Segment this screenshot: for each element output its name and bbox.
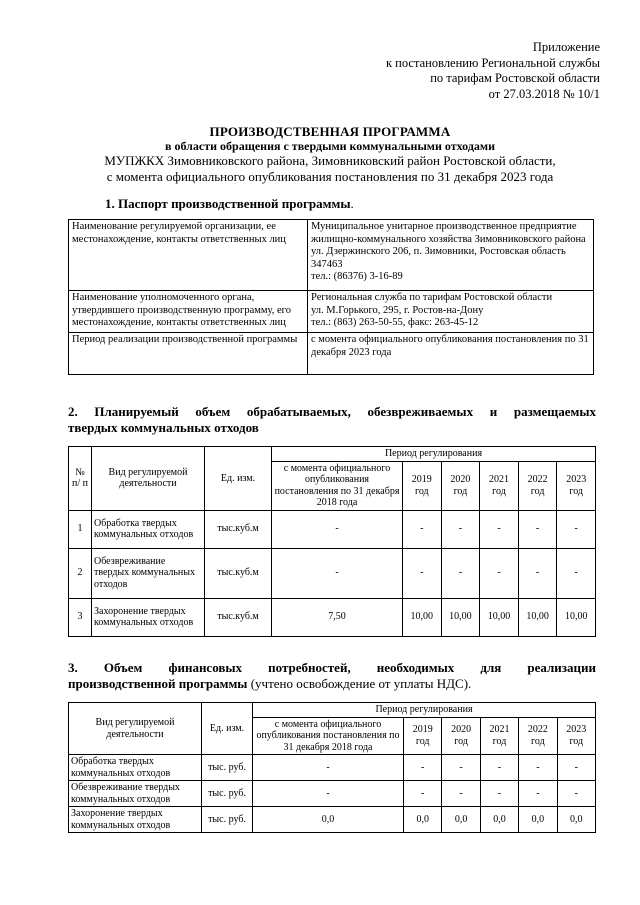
header-year: 2020 год bbox=[442, 717, 480, 755]
cell-unit: тыс.куб.м bbox=[205, 548, 272, 598]
cell-value: - bbox=[480, 510, 519, 548]
cell-value: - bbox=[403, 510, 442, 548]
cell-value: 0,0 bbox=[442, 807, 480, 833]
passport-table bbox=[68, 219, 594, 375]
header-first-period: с момента официального опубликования постановления по 31 декабря 2018 года bbox=[272, 461, 403, 510]
cell-value: 0,0 bbox=[557, 807, 595, 833]
cell-value: 10,00 bbox=[480, 598, 519, 636]
header-year: 2021 год bbox=[480, 461, 519, 510]
finance-table bbox=[68, 702, 596, 833]
cell-value: - bbox=[442, 781, 480, 807]
cell-unit: тыс. руб. bbox=[202, 807, 253, 833]
table-row bbox=[69, 510, 596, 548]
table-row bbox=[69, 548, 596, 598]
header-period: Период регулирования bbox=[272, 447, 596, 462]
cell-num: 2 bbox=[69, 548, 92, 598]
cell-value: - bbox=[272, 510, 403, 548]
header-unit: Ед. изм. bbox=[205, 447, 272, 511]
cell-value: 10,00 bbox=[441, 598, 480, 636]
table-row bbox=[69, 598, 596, 636]
header-type: Вид регулируемой деятельности bbox=[69, 703, 202, 755]
header-year: 2019 год bbox=[404, 717, 442, 755]
value-line: Муниципальное унитарное производственное предприятие жилищно-коммунального хозяйства Зимовниковского района bbox=[311, 221, 586, 245]
table-row bbox=[69, 781, 596, 807]
cell-value: 0,0 bbox=[480, 807, 518, 833]
header-year: 2022 год bbox=[518, 461, 557, 510]
passport-label: Наименование регулируемой организации, ее местонахождение, контакты ответственных лиц bbox=[69, 220, 308, 291]
value-line: с момента официального опубликования постановления по 31 декабря 2023 года bbox=[311, 334, 589, 358]
header-year: 2023 год bbox=[557, 461, 596, 510]
value-line: тел.: (86376) 3-16-89 bbox=[311, 271, 403, 282]
cell-value: - bbox=[441, 548, 480, 598]
period-line: с момента официального опубликования постановления по 31 декабря 2023 года bbox=[106, 169, 554, 184]
cell-value: - bbox=[557, 548, 596, 598]
table-header-row bbox=[69, 703, 596, 718]
table-row bbox=[69, 220, 594, 291]
header-period: Период регулирования bbox=[253, 703, 596, 718]
annex-line: к постановлению Региональной службы bbox=[385, 55, 600, 70]
cell-value: 10,00 bbox=[518, 598, 557, 636]
cell-value: 0,0 bbox=[404, 807, 442, 833]
document-title: ПРОИЗВОДСТВЕННАЯ ПРОГРАММА bbox=[209, 124, 451, 139]
value-line: ул. Дзержинского 206, п. Зимовники, Ростовская область 347463 bbox=[311, 246, 566, 270]
value-line: тел.: (863) 263-50-55, факс: 263-45-12 bbox=[311, 317, 479, 328]
cell-value: - bbox=[403, 548, 442, 598]
annex-line: от 27.03.2018 № 10/1 bbox=[488, 86, 600, 101]
cell-name: Обезвреживание твердых коммунальных отходов bbox=[69, 781, 202, 807]
table-row bbox=[69, 755, 596, 781]
annex-block bbox=[386, 40, 600, 102]
section-2-heading: 2. Планируемый объем обрабатываемых, обезвреживаемых и размещаемых bbox=[68, 404, 596, 419]
cell-name: Обработка твердых коммунальных отходов bbox=[69, 755, 202, 781]
document-subtitle: в области обращения с твердыми коммунальными отходами bbox=[164, 139, 495, 153]
cell-name: Захоронение твердых коммунальных отходов bbox=[92, 598, 205, 636]
section-1-heading: 1. Паспорт производственной программы. bbox=[105, 196, 354, 211]
header-year: 2021 год bbox=[480, 717, 518, 755]
passport-value bbox=[308, 291, 594, 333]
passport-value bbox=[308, 220, 594, 291]
section-3-heading: 3. Объем финансовых потребностей, необходимых для реализации bbox=[68, 660, 596, 675]
cell-value: - bbox=[480, 781, 518, 807]
cell-value: - bbox=[272, 548, 403, 598]
cell-value: - bbox=[253, 755, 404, 781]
value-line: Региональная служба по тарифам Ростовской области bbox=[311, 292, 553, 303]
annex-line: Приложение bbox=[532, 40, 600, 54]
value-line: ул. М.Горького, 295, г. Ростов-на-Дону bbox=[311, 304, 484, 316]
heading-bold-part: производственной программы bbox=[68, 676, 248, 691]
cell-unit: тыс. руб. bbox=[202, 755, 253, 781]
volumes-table bbox=[68, 446, 596, 637]
document-title-block bbox=[60, 124, 600, 185]
cell-value: - bbox=[519, 781, 557, 807]
cell-value: - bbox=[557, 781, 595, 807]
cell-name: Обработка твердых коммунальных отходов bbox=[92, 510, 205, 548]
cell-value: - bbox=[441, 510, 480, 548]
annex-line: по тарифам Ростовской области bbox=[430, 71, 600, 85]
organization-line: МУПЖКХ Зимовниковского района, Зимовниковский район Ростовской области, bbox=[104, 153, 556, 168]
cell-value: - bbox=[518, 548, 557, 598]
cell-value: - bbox=[404, 781, 442, 807]
header-first-period: с момента официального опубликования постановления по 31 декабря 2018 года bbox=[253, 717, 404, 755]
cell-value: - bbox=[519, 755, 557, 781]
section-2-heading-cont: твердых коммунальных отходов bbox=[68, 420, 259, 435]
cell-unit: тыс.куб.м bbox=[205, 510, 272, 548]
cell-value: 10,00 bbox=[557, 598, 596, 636]
table-row bbox=[69, 291, 594, 333]
cell-value: 0,0 bbox=[519, 807, 557, 833]
section-3-heading-cont bbox=[68, 676, 471, 692]
cell-value: - bbox=[480, 548, 519, 598]
header-year: 2022 год bbox=[519, 717, 557, 755]
cell-value: - bbox=[480, 755, 518, 781]
cell-value: - bbox=[557, 755, 595, 781]
table-row bbox=[69, 807, 596, 833]
cell-value: - bbox=[404, 755, 442, 781]
cell-name: Захоронение твердых коммунальных отходов bbox=[69, 807, 202, 833]
cell-value: 7,50 bbox=[272, 598, 403, 636]
header-year: 2020 год bbox=[441, 461, 480, 510]
passport-label: Период реализации производственной программы bbox=[69, 333, 308, 375]
cell-num: 3 bbox=[69, 598, 92, 636]
heading-normal-part: (учтено освобождение от уплаты НДС). bbox=[247, 676, 472, 691]
cell-unit: тыс. руб. bbox=[202, 781, 253, 807]
header-type: Вид регулируемой деятельности bbox=[92, 447, 205, 511]
cell-value: 0,0 bbox=[253, 807, 404, 833]
cell-name: Обезвреживание твердых коммунальных отходов bbox=[92, 548, 205, 598]
header-year: 2023 год bbox=[557, 717, 595, 755]
header-num: № п/ п bbox=[69, 447, 92, 511]
cell-value: - bbox=[518, 510, 557, 548]
table-header-row bbox=[69, 447, 596, 462]
cell-value: - bbox=[253, 781, 404, 807]
cell-value: - bbox=[557, 510, 596, 548]
section-1-heading-text: 1. Паспорт производственной программы bbox=[105, 196, 351, 211]
passport-label: Наименование уполномоченного органа, утвердившего производственную программу, его местонахождение, контакты ответственных лиц bbox=[69, 291, 308, 333]
header-unit: Ед. изм. bbox=[202, 703, 253, 755]
header-year: 2019 год bbox=[403, 461, 442, 510]
cell-num: 1 bbox=[69, 510, 92, 548]
cell-value: - bbox=[442, 755, 480, 781]
table-row bbox=[69, 333, 594, 375]
cell-unit: тыс.куб.м bbox=[205, 598, 272, 636]
cell-value: 10,00 bbox=[403, 598, 442, 636]
passport-value bbox=[308, 333, 594, 375]
